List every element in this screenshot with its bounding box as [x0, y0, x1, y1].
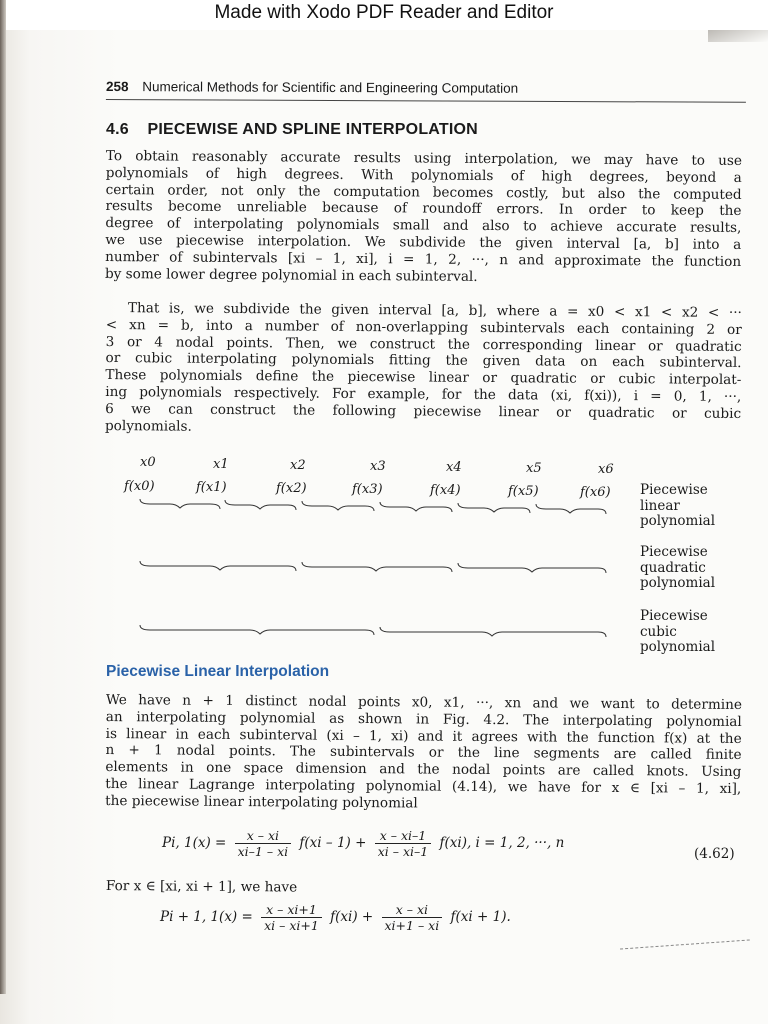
text-line: number of subintervals [xi – 1, xi], i = 1, 2, ···, n and approximate the function	[105, 248, 742, 270]
section-heading	[106, 121, 478, 139]
fraction	[382, 902, 443, 933]
paragraph-linear	[105, 692, 742, 815]
linear-brace	[302, 501, 374, 511]
cubic-label	[640, 609, 715, 656]
piecewise-diagram	[110, 455, 760, 665]
value-label: f(x0)	[124, 479, 155, 494]
label-line: cubic	[640, 623, 677, 640]
text-line: degree of interpolating polynomials small and also to achieve accurate results,	[105, 215, 742, 237]
linear-brace	[140, 499, 220, 509]
text-line: certain order, not only the computation becomes costly, but also the computed	[105, 181, 742, 203]
fraction-denominator: xi+1 – xi	[384, 918, 440, 933]
text-line: 6 we can construct the following piecewise linear or quadratic or cubic	[105, 400, 742, 422]
fraction-numerator: x – xi	[235, 828, 292, 844]
value-label: f(x3)	[352, 482, 383, 497]
value-label: f(x4)	[430, 483, 461, 498]
text-line: polynomials of high degrees. With polynomials of high degrees, beyond a	[105, 164, 742, 186]
text-line: results become unreliable because of roundoff errors. In order to keep the	[105, 198, 742, 220]
text-line: 3 or 4 nodal points. Then, we construct the corresponding linear or quadratic	[105, 333, 742, 355]
xodo-watermark: Made with Xodo PDF Reader and Editor	[214, 2, 554, 23]
text-line: is linear in each subinterval (xi – 1, xi) and it agrees with the function f(x) at the	[105, 725, 742, 747]
fraction	[375, 828, 432, 859]
eq-term: f(xi), i = 1, 2, ···, n	[439, 835, 565, 851]
equation-4-62	[162, 828, 564, 859]
fraction-numerator: x – xi	[382, 902, 443, 918]
node-label: x6	[598, 462, 614, 477]
text-line: or cubic interpolating polynomials fitting the given data on each subinterval.	[105, 350, 742, 372]
text-line: the piecewise linear interpolating polynomial	[105, 792, 418, 812]
eq-lhs: Pi, 1(x) =	[162, 835, 227, 851]
cubic-brace	[140, 625, 374, 635]
fraction-numerator: x – xi+1	[261, 902, 322, 918]
equation-next-interval	[160, 902, 511, 933]
label-line: polynomial	[640, 639, 716, 655]
paragraph-intro	[105, 148, 742, 287]
text-line: an interpolating polynomial as shown in Fig. 4.2. The interpolating polynomial	[105, 708, 742, 730]
text-line: These polynomials define the piecewise linear or quadratic or cubic interpolat-	[105, 367, 742, 389]
node-label: x4	[446, 460, 462, 475]
section-number: 4.6	[106, 121, 129, 138]
label-line: polynomial	[640, 575, 716, 591]
node-label: x3	[370, 459, 386, 474]
label-line: linear	[640, 497, 680, 514]
quadratic-brace	[302, 562, 452, 572]
page-spine-shadow	[0, 0, 6, 994]
fraction-numerator: x – xi–1	[375, 828, 432, 844]
value-label: f(x6)	[580, 485, 611, 500]
text-line: < xn = b, into a number of non-overlapping subintervals each containing 2 or	[105, 316, 742, 338]
running-header	[106, 79, 746, 97]
fraction	[235, 828, 292, 859]
value-label: f(x1)	[196, 480, 227, 495]
page-number: 258	[105, 79, 129, 95]
eq-lhs: Pi + 1, 1(x) =	[160, 909, 253, 925]
book-title: Numerical Methods for Scientific and Engineering Computation	[142, 79, 519, 96]
linear-brace	[225, 500, 296, 510]
fraction-denominator: xi–1 – xi	[237, 844, 289, 859]
label-line: quadratic	[640, 559, 706, 576]
value-label: f(x2)	[276, 481, 307, 496]
fraction-denominator: xi – xi–1	[377, 844, 429, 859]
paragraph-subdivide	[105, 300, 742, 439]
text-line: To obtain reasonably accurate results using interpolation, we may have to use	[105, 148, 742, 169]
equation-number: (4.62)	[694, 846, 735, 862]
linear-label	[640, 483, 715, 530]
linear-brace	[458, 503, 530, 513]
text-line: For x ∈ [xi, xi + 1], we have	[105, 878, 298, 896]
fraction	[261, 902, 322, 933]
quadratic-brace	[140, 561, 296, 571]
quadratic-brace	[458, 563, 606, 573]
text-line: by some lower degree polynomial in each subinterval.	[104, 265, 478, 285]
label-line: Piecewise	[640, 544, 708, 560]
node-label: x5	[526, 461, 542, 476]
text-line: elements in one space dimension and the nodal points are called knots. Using	[105, 759, 742, 781]
eq-term: f(xi) +	[330, 909, 374, 925]
text-line: we use piecewise interpolation. We subdivide the given interval [a, b] into a	[105, 231, 742, 253]
label-line: polynomial	[640, 513, 716, 529]
text-line: the linear Lagrange interpolating polynomial (4.14), we have for x ∈ [xi – 1, xi],	[105, 775, 742, 797]
node-label: x1	[213, 457, 229, 472]
label-line: Piecewise	[640, 608, 708, 624]
section-title: PIECEWISE AND SPLINE INTERPOLATION	[147, 121, 478, 138]
text-line: n + 1 nodal points. The subintervals or the line segments are called finite	[105, 742, 742, 764]
text-line: We have n + 1 distinct nodal points x0, x1, ···, xn and we want to determine	[105, 692, 742, 713]
label-line: Piecewise	[640, 482, 708, 498]
text-line: polynomials.	[104, 417, 192, 435]
fraction-denominator: xi – xi+1	[264, 918, 319, 933]
text-line: ing polynomials respectively. For example, for the data (xi, f(xi)), i = 0, 1, ···,	[105, 383, 742, 405]
text-line: That is, we subdivide the given interval [a, b], where a = x0 < x1 < x2 < ···	[127, 300, 742, 321]
linear-brace	[380, 502, 452, 512]
page-corner-shadow	[708, 30, 768, 42]
quadratic-label	[640, 545, 715, 592]
node-label: x2	[290, 458, 306, 473]
node-label: x0	[140, 455, 156, 470]
eq-term: f(xi + 1).	[450, 909, 511, 925]
eq-term: f(xi – 1) +	[299, 835, 367, 851]
value-label: f(x5)	[508, 484, 539, 499]
linear-brace	[536, 504, 606, 514]
cubic-brace	[380, 627, 606, 637]
subsection-heading: Piecewise Linear Interpolation	[106, 663, 330, 680]
